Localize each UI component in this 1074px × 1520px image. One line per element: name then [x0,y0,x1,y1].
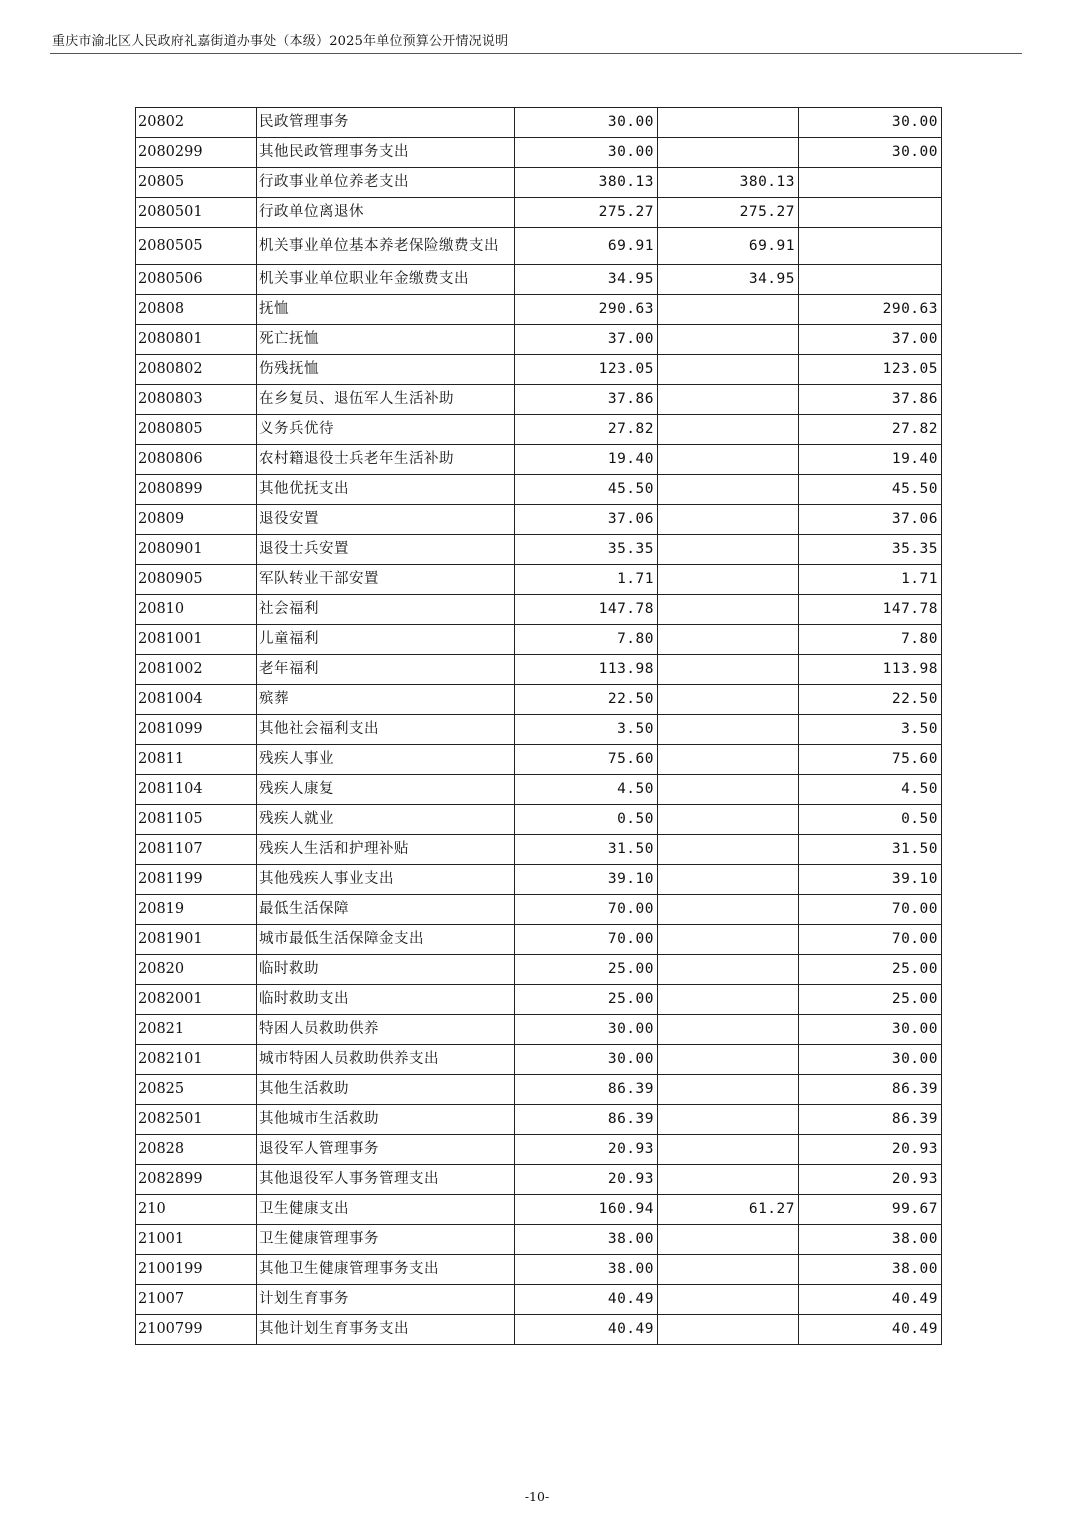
economic-code-cell: 2100199 [136,1255,257,1285]
economic-code-cell: 2080805 [136,415,257,445]
item-name-cell: 特困人员救助供养 [257,1015,515,1045]
total-amount-cell: 40.49 [515,1285,658,1315]
item-name-cell: 行政事业单位养老支出 [257,168,515,198]
table-row [136,835,942,865]
project-expenditure-cell: 31.50 [799,835,942,865]
project-expenditure-cell: 3.50 [799,715,942,745]
table-row [136,1165,942,1195]
basic-expenditure-cell [658,715,799,745]
economic-code-cell: 20820 [136,955,257,985]
basic-expenditure-cell [658,295,799,325]
basic-expenditure-cell: 34.95 [658,265,799,295]
total-amount-cell: 30.00 [515,1015,658,1045]
economic-code-cell: 2080905 [136,565,257,595]
item-name-cell: 其他退役军人事务管理支出 [257,1165,515,1195]
total-amount-cell: 290.63 [515,295,658,325]
item-name-cell: 义务兵优待 [257,415,515,445]
item-name-cell: 社会福利 [257,595,515,625]
project-expenditure-cell: 45.50 [799,475,942,505]
table-row [136,865,942,895]
project-expenditure-cell: 37.86 [799,385,942,415]
project-expenditure-cell: 70.00 [799,895,942,925]
total-amount-cell: 123.05 [515,355,658,385]
table-row [136,265,942,295]
item-name-cell: 最低生活保障 [257,895,515,925]
table-row [136,1015,942,1045]
project-expenditure-cell: 39.10 [799,865,942,895]
total-amount-cell: 1.71 [515,565,658,595]
item-name-cell: 死亡抚恤 [257,325,515,355]
economic-code-cell: 2081104 [136,775,257,805]
economic-code-cell: 21001 [136,1225,257,1255]
economic-code-cell: 2080506 [136,265,257,295]
basic-expenditure-cell [658,505,799,535]
item-name-cell: 退役军人管理事务 [257,1135,515,1165]
header-divider [50,53,1022,54]
item-name-cell: 卫生健康管理事务 [257,1225,515,1255]
project-expenditure-cell: 27.82 [799,415,942,445]
basic-expenditure-cell [658,925,799,955]
table-row [136,1285,942,1315]
total-amount-cell: 7.80 [515,625,658,655]
basic-expenditure-cell [658,1285,799,1315]
project-expenditure-cell: 290.63 [799,295,942,325]
item-name-cell: 计划生育事务 [257,1285,515,1315]
project-expenditure-cell: 35.35 [799,535,942,565]
economic-code-cell: 2080299 [136,138,257,168]
table-row [136,775,942,805]
economic-code-cell: 2081001 [136,625,257,655]
item-name-cell: 其他卫生健康管理事务支出 [257,1255,515,1285]
basic-expenditure-cell [658,138,799,168]
table-row [136,445,942,475]
item-name-cell: 临时救助 [257,955,515,985]
item-name-cell: 其他优抚支出 [257,475,515,505]
economic-code-cell: 20825 [136,1075,257,1105]
table-row [136,295,942,325]
table-row [136,228,942,265]
project-expenditure-cell: 19.40 [799,445,942,475]
total-amount-cell: 25.00 [515,955,658,985]
basic-expenditure-cell [658,775,799,805]
economic-code-cell: 20810 [136,595,257,625]
basic-expenditure-cell [658,108,799,138]
item-name-cell: 军队转业干部安置 [257,565,515,595]
project-expenditure-cell: 38.00 [799,1225,942,1255]
table-row [136,685,942,715]
economic-code-cell: 2081199 [136,865,257,895]
project-expenditure-cell: 30.00 [799,1015,942,1045]
table-row [136,415,942,445]
project-expenditure-cell: 25.00 [799,955,942,985]
table-row [136,138,942,168]
economic-code-cell: 210 [136,1195,257,1225]
total-amount-cell: 37.00 [515,325,658,355]
budget-table [135,107,942,1345]
total-amount-cell: 30.00 [515,108,658,138]
item-name-cell: 儿童福利 [257,625,515,655]
item-name-cell: 伤残抚恤 [257,355,515,385]
economic-code-cell: 2081107 [136,835,257,865]
item-name-cell: 其他民政管理事务支出 [257,138,515,168]
project-expenditure-cell: 20.93 [799,1135,942,1165]
economic-code-cell: 20811 [136,745,257,775]
total-amount-cell: 86.39 [515,1105,658,1135]
basic-expenditure-cell [658,355,799,385]
item-name-cell: 农村籍退役士兵老年生活补助 [257,445,515,475]
project-expenditure-cell: 37.06 [799,505,942,535]
basic-expenditure-cell [658,385,799,415]
table-row [136,895,942,925]
economic-code-cell: 2082899 [136,1165,257,1195]
table-row [136,325,942,355]
budget-table-body [136,108,942,1345]
project-expenditure-cell [799,198,942,228]
total-amount-cell: 37.86 [515,385,658,415]
basic-expenditure-cell [658,415,799,445]
economic-code-cell: 2100799 [136,1315,257,1345]
economic-code-cell: 20805 [136,168,257,198]
item-name-cell: 其他计划生育事务支出 [257,1315,515,1345]
economic-code-cell: 2081099 [136,715,257,745]
item-name-cell: 其他城市生活救助 [257,1105,515,1135]
project-expenditure-cell: 86.39 [799,1105,942,1135]
basic-expenditure-cell [658,475,799,505]
total-amount-cell: 113.98 [515,655,658,685]
total-amount-cell: 70.00 [515,895,658,925]
basic-expenditure-cell: 275.27 [658,198,799,228]
total-amount-cell: 69.91 [515,228,658,265]
basic-expenditure-cell [658,805,799,835]
project-expenditure-cell: 7.80 [799,625,942,655]
item-name-cell: 残疾人事业 [257,745,515,775]
item-name-cell: 抚恤 [257,295,515,325]
economic-code-cell: 20821 [136,1015,257,1045]
economic-code-cell: 2080803 [136,385,257,415]
total-amount-cell: 3.50 [515,715,658,745]
economic-code-cell: 2081004 [136,685,257,715]
basic-expenditure-cell [658,565,799,595]
item-name-cell: 残疾人就业 [257,805,515,835]
total-amount-cell: 38.00 [515,1225,658,1255]
total-amount-cell: 70.00 [515,925,658,955]
project-expenditure-cell [799,168,942,198]
item-name-cell: 临时救助支出 [257,985,515,1015]
project-expenditure-cell: 30.00 [799,138,942,168]
project-expenditure-cell: 30.00 [799,108,942,138]
table-row [136,925,942,955]
total-amount-cell: 40.49 [515,1315,658,1345]
item-name-cell: 老年福利 [257,655,515,685]
basic-expenditure-cell [658,835,799,865]
table-row [136,1195,942,1225]
table-row [136,1075,942,1105]
project-expenditure-cell: 86.39 [799,1075,942,1105]
total-amount-cell: 75.60 [515,745,658,775]
basic-expenditure-cell [658,1045,799,1075]
economic-code-cell: 20828 [136,1135,257,1165]
project-expenditure-cell: 70.00 [799,925,942,955]
table-row [136,475,942,505]
economic-code-cell: 20809 [136,505,257,535]
economic-code-cell: 2081002 [136,655,257,685]
economic-code-cell: 2082101 [136,1045,257,1075]
total-amount-cell: 45.50 [515,475,658,505]
item-name-cell: 其他生活救助 [257,1075,515,1105]
economic-code-cell: 2081901 [136,925,257,955]
page-number: -10- [524,1489,550,1504]
table-row [136,955,942,985]
basic-expenditure-cell [658,1105,799,1135]
table-row [136,655,942,685]
economic-code-cell: 20819 [136,895,257,925]
basic-expenditure-cell [658,625,799,655]
project-expenditure-cell: 40.49 [799,1315,942,1345]
total-amount-cell: 30.00 [515,138,658,168]
basic-expenditure-cell [658,985,799,1015]
project-expenditure-cell: 75.60 [799,745,942,775]
table-row [136,168,942,198]
table-row [136,745,942,775]
total-amount-cell: 160.94 [515,1195,658,1225]
total-amount-cell: 35.35 [515,535,658,565]
total-amount-cell: 20.93 [515,1165,658,1195]
basic-expenditure-cell [658,895,799,925]
total-amount-cell: 38.00 [515,1255,658,1285]
item-name-cell: 殡葬 [257,685,515,715]
basic-expenditure-cell [658,685,799,715]
basic-expenditure-cell: 380.13 [658,168,799,198]
table-row [136,385,942,415]
economic-code-cell: 2082501 [136,1105,257,1135]
project-expenditure-cell: 40.49 [799,1285,942,1315]
project-expenditure-cell: 113.98 [799,655,942,685]
economic-code-cell: 2080806 [136,445,257,475]
table-row [136,625,942,655]
economic-code-cell: 2080802 [136,355,257,385]
table-row [136,1255,942,1285]
table-row [136,1105,942,1135]
project-expenditure-cell: 123.05 [799,355,942,385]
total-amount-cell: 0.50 [515,805,658,835]
basic-expenditure-cell: 61.27 [658,1195,799,1225]
project-expenditure-cell: 25.00 [799,985,942,1015]
item-name-cell: 在乡复员、退伍军人生活补助 [257,385,515,415]
table-row [136,198,942,228]
total-amount-cell: 22.50 [515,685,658,715]
item-name-cell: 机关事业单位基本养老保险缴费支出 [257,228,515,265]
economic-code-cell: 2080501 [136,198,257,228]
table-row [136,505,942,535]
item-name-cell: 其他社会福利支出 [257,715,515,745]
project-expenditure-cell: 147.78 [799,595,942,625]
basic-expenditure-cell [658,955,799,985]
project-expenditure-cell: 1.71 [799,565,942,595]
total-amount-cell: 37.06 [515,505,658,535]
economic-code-cell: 21007 [136,1285,257,1315]
item-name-cell: 行政单位离退休 [257,198,515,228]
basic-expenditure-cell [658,535,799,565]
project-expenditure-cell: 38.00 [799,1255,942,1285]
economic-code-cell: 2081105 [136,805,257,835]
item-name-cell: 民政管理事务 [257,108,515,138]
basic-expenditure-cell [658,655,799,685]
basic-expenditure-cell [658,325,799,355]
item-name-cell: 城市最低生活保障金支出 [257,925,515,955]
total-amount-cell: 25.00 [515,985,658,1015]
project-expenditure-cell: 99.67 [799,1195,942,1225]
economic-code-cell: 20802 [136,108,257,138]
item-name-cell: 卫生健康支出 [257,1195,515,1225]
total-amount-cell: 4.50 [515,775,658,805]
item-name-cell: 残疾人生活和护理补贴 [257,835,515,865]
total-amount-cell: 86.39 [515,1075,658,1105]
project-expenditure-cell: 22.50 [799,685,942,715]
total-amount-cell: 275.27 [515,198,658,228]
total-amount-cell: 20.93 [515,1135,658,1165]
table-row [136,355,942,385]
item-name-cell: 其他残疾人事业支出 [257,865,515,895]
item-name-cell: 残疾人康复 [257,775,515,805]
total-amount-cell: 39.10 [515,865,658,895]
total-amount-cell: 30.00 [515,1045,658,1075]
total-amount-cell: 380.13 [515,168,658,198]
table-row [136,595,942,625]
basic-expenditure-cell [658,1255,799,1285]
total-amount-cell: 27.82 [515,415,658,445]
table-row [136,985,942,1015]
project-expenditure-cell [799,228,942,265]
item-name-cell: 退役安置 [257,505,515,535]
total-amount-cell: 34.95 [515,265,658,295]
document-header: 重庆市渝北区人民政府礼嘉街道办事处（本级）2025年单位预算公开情况说明 [52,34,509,49]
economic-code-cell: 20808 [136,295,257,325]
table-row [136,1225,942,1255]
basic-expenditure-cell [658,1075,799,1105]
project-expenditure-cell: 30.00 [799,1045,942,1075]
project-expenditure-cell: 20.93 [799,1165,942,1195]
project-expenditure-cell: 0.50 [799,805,942,835]
table-row [136,108,942,138]
item-name-cell: 机关事业单位职业年金缴费支出 [257,265,515,295]
project-expenditure-cell: 4.50 [799,775,942,805]
basic-expenditure-cell [658,1225,799,1255]
economic-code-cell: 2080801 [136,325,257,355]
project-expenditure-cell: 37.00 [799,325,942,355]
table-row [136,535,942,565]
table-row [136,805,942,835]
basic-expenditure-cell: 69.91 [658,228,799,265]
table-row [136,715,942,745]
table-row [136,565,942,595]
table-row [136,1315,942,1345]
basic-expenditure-cell [658,1135,799,1165]
economic-code-cell: 2080505 [136,228,257,265]
total-amount-cell: 19.40 [515,445,658,475]
basic-expenditure-cell [658,595,799,625]
project-expenditure-cell [799,265,942,295]
basic-expenditure-cell [658,1165,799,1195]
economic-code-cell: 2082001 [136,985,257,1015]
total-amount-cell: 31.50 [515,835,658,865]
basic-expenditure-cell [658,1315,799,1345]
table-row [136,1135,942,1165]
basic-expenditure-cell [658,865,799,895]
item-name-cell: 城市特困人员救助供养支出 [257,1045,515,1075]
item-name-cell: 退役士兵安置 [257,535,515,565]
basic-expenditure-cell [658,445,799,475]
economic-code-cell: 2080901 [136,535,257,565]
economic-code-cell: 2080899 [136,475,257,505]
table-row [136,1045,942,1075]
total-amount-cell: 147.78 [515,595,658,625]
basic-expenditure-cell [658,1015,799,1045]
basic-expenditure-cell [658,745,799,775]
